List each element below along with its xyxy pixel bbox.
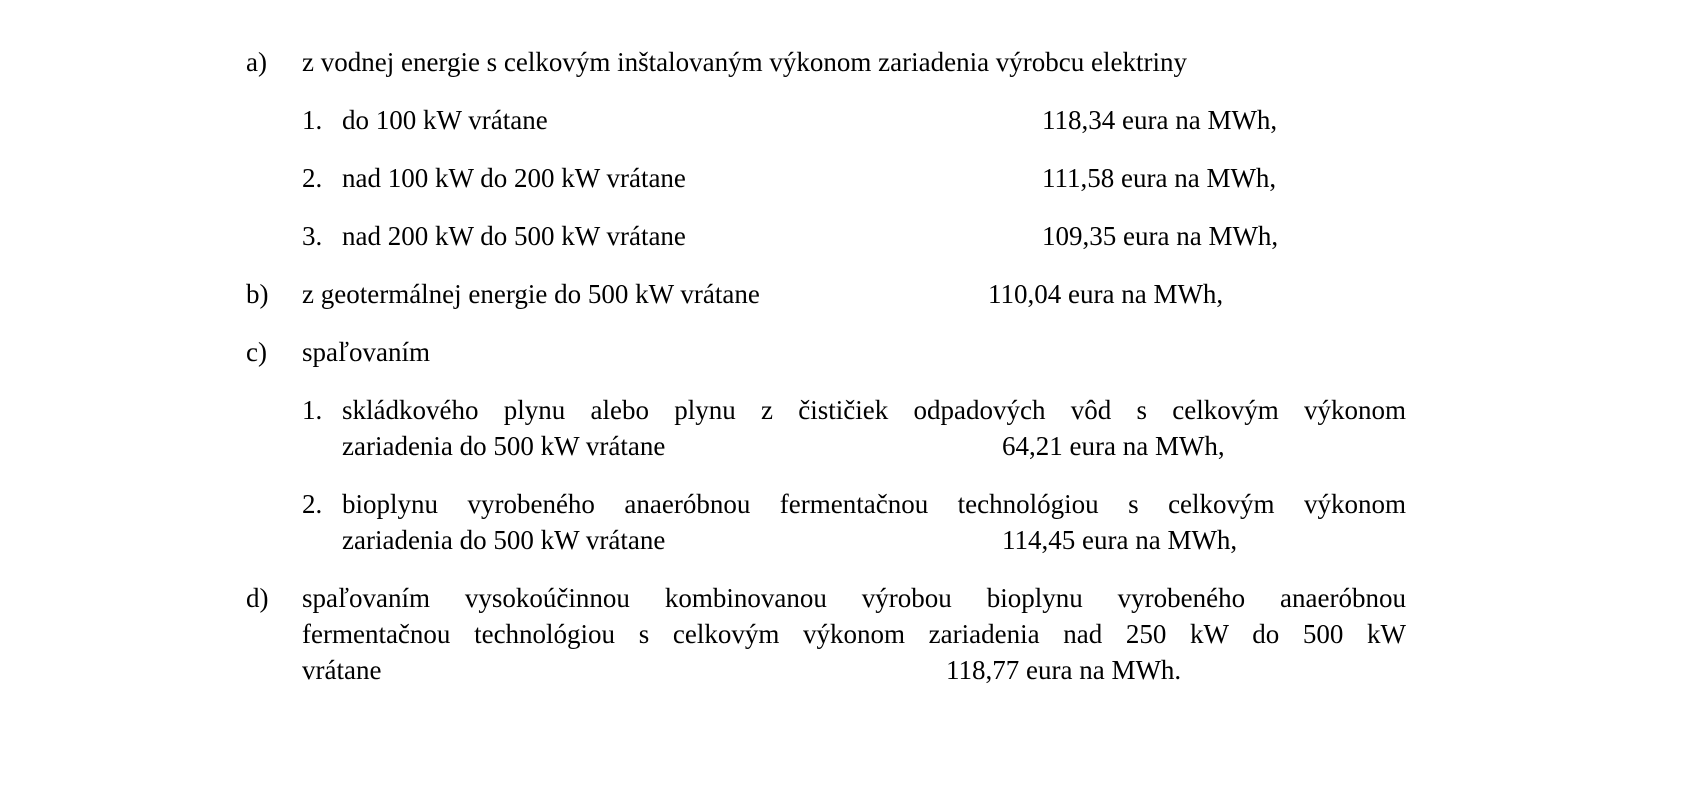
document-body <box>246 44 1406 688</box>
list-text-a: z vodnej energie s celkovým inštalovaným výkonom zariadenia výrobcu elektriny <box>302 47 1187 77</box>
list-marker-a-1: 1. <box>302 105 323 135</box>
list-text-b: z geotermálnej energie do 500 kW vrátane <box>302 279 760 309</box>
list-value-d: 118,77 eura na MWh. <box>946 655 1182 685</box>
list-marker-d: d) <box>246 583 269 613</box>
list-text-c-2: bioplynu vyrobeného anaeróbnou fermentačnou technológiou s celkovým výkonom <box>342 489 1406 519</box>
list-text-a-3: nad 200 kW do 500 kW vrátane <box>342 221 686 251</box>
list-item-d <box>246 580 1406 688</box>
list-item-a <box>246 44 1406 80</box>
list-text-a-2: nad 100 kW do 200 kW vrátane <box>342 163 686 193</box>
list-item-a-1 <box>302 102 1406 138</box>
sublist-a <box>302 102 1406 254</box>
list-marker-a-2: 2. <box>302 163 323 193</box>
list-item-c <box>246 334 1406 370</box>
list-text-c-1-cont: zariadenia do 500 kW vrátane <box>342 431 666 461</box>
list-marker-a-3: 3. <box>302 221 323 251</box>
list-marker-c-2: 2. <box>302 489 323 519</box>
list-item-c-2 <box>302 486 1406 558</box>
list-value-c-2: 114,45 eura na MWh, <box>1002 525 1238 555</box>
list-item-a-3 <box>302 218 1406 254</box>
list-text-d: spaľovaním vysokoúčinnou kombinovanou výrobou bioplynu vyrobeného anaeróbnou <box>302 583 1406 613</box>
list-item-b <box>246 276 1406 312</box>
list-value-b: 110,04 eura na MWh, <box>988 279 1224 309</box>
list-item-c-1 <box>302 392 1406 464</box>
list-text-d-cont: fermentačnou technológiou s celkovým výkonom zariadenia nad 250 kW do 500 kW <box>302 619 1406 649</box>
list-item-a-2 <box>302 160 1406 196</box>
list-text-c: spaľovaním <box>302 337 430 367</box>
list-marker-a: a) <box>246 47 267 77</box>
list-text-c-1: skládkového plynu alebo plynu z čističiek odpadových vôd s celkovým výkonom <box>342 395 1406 425</box>
list-marker-b: b) <box>246 279 269 309</box>
list-text-a-1: do 100 kW vrátane <box>342 105 548 135</box>
list-marker-c: c) <box>246 337 267 367</box>
list-value-c-1: 64,21 eura na MWh, <box>1002 431 1225 461</box>
list-text-d-cont2: vrátane <box>302 655 382 685</box>
list-value-a-1: 118,34 eura na MWh, <box>1042 105 1278 135</box>
list-value-a-3: 109,35 eura na MWh, <box>1042 221 1279 251</box>
sublist-c <box>302 392 1406 558</box>
list-value-a-2: 111,58 eura na MWh, <box>1042 163 1277 193</box>
list-marker-c-1: 1. <box>302 395 323 425</box>
list-text-c-2-cont: zariadenia do 500 kW vrátane <box>342 525 666 555</box>
